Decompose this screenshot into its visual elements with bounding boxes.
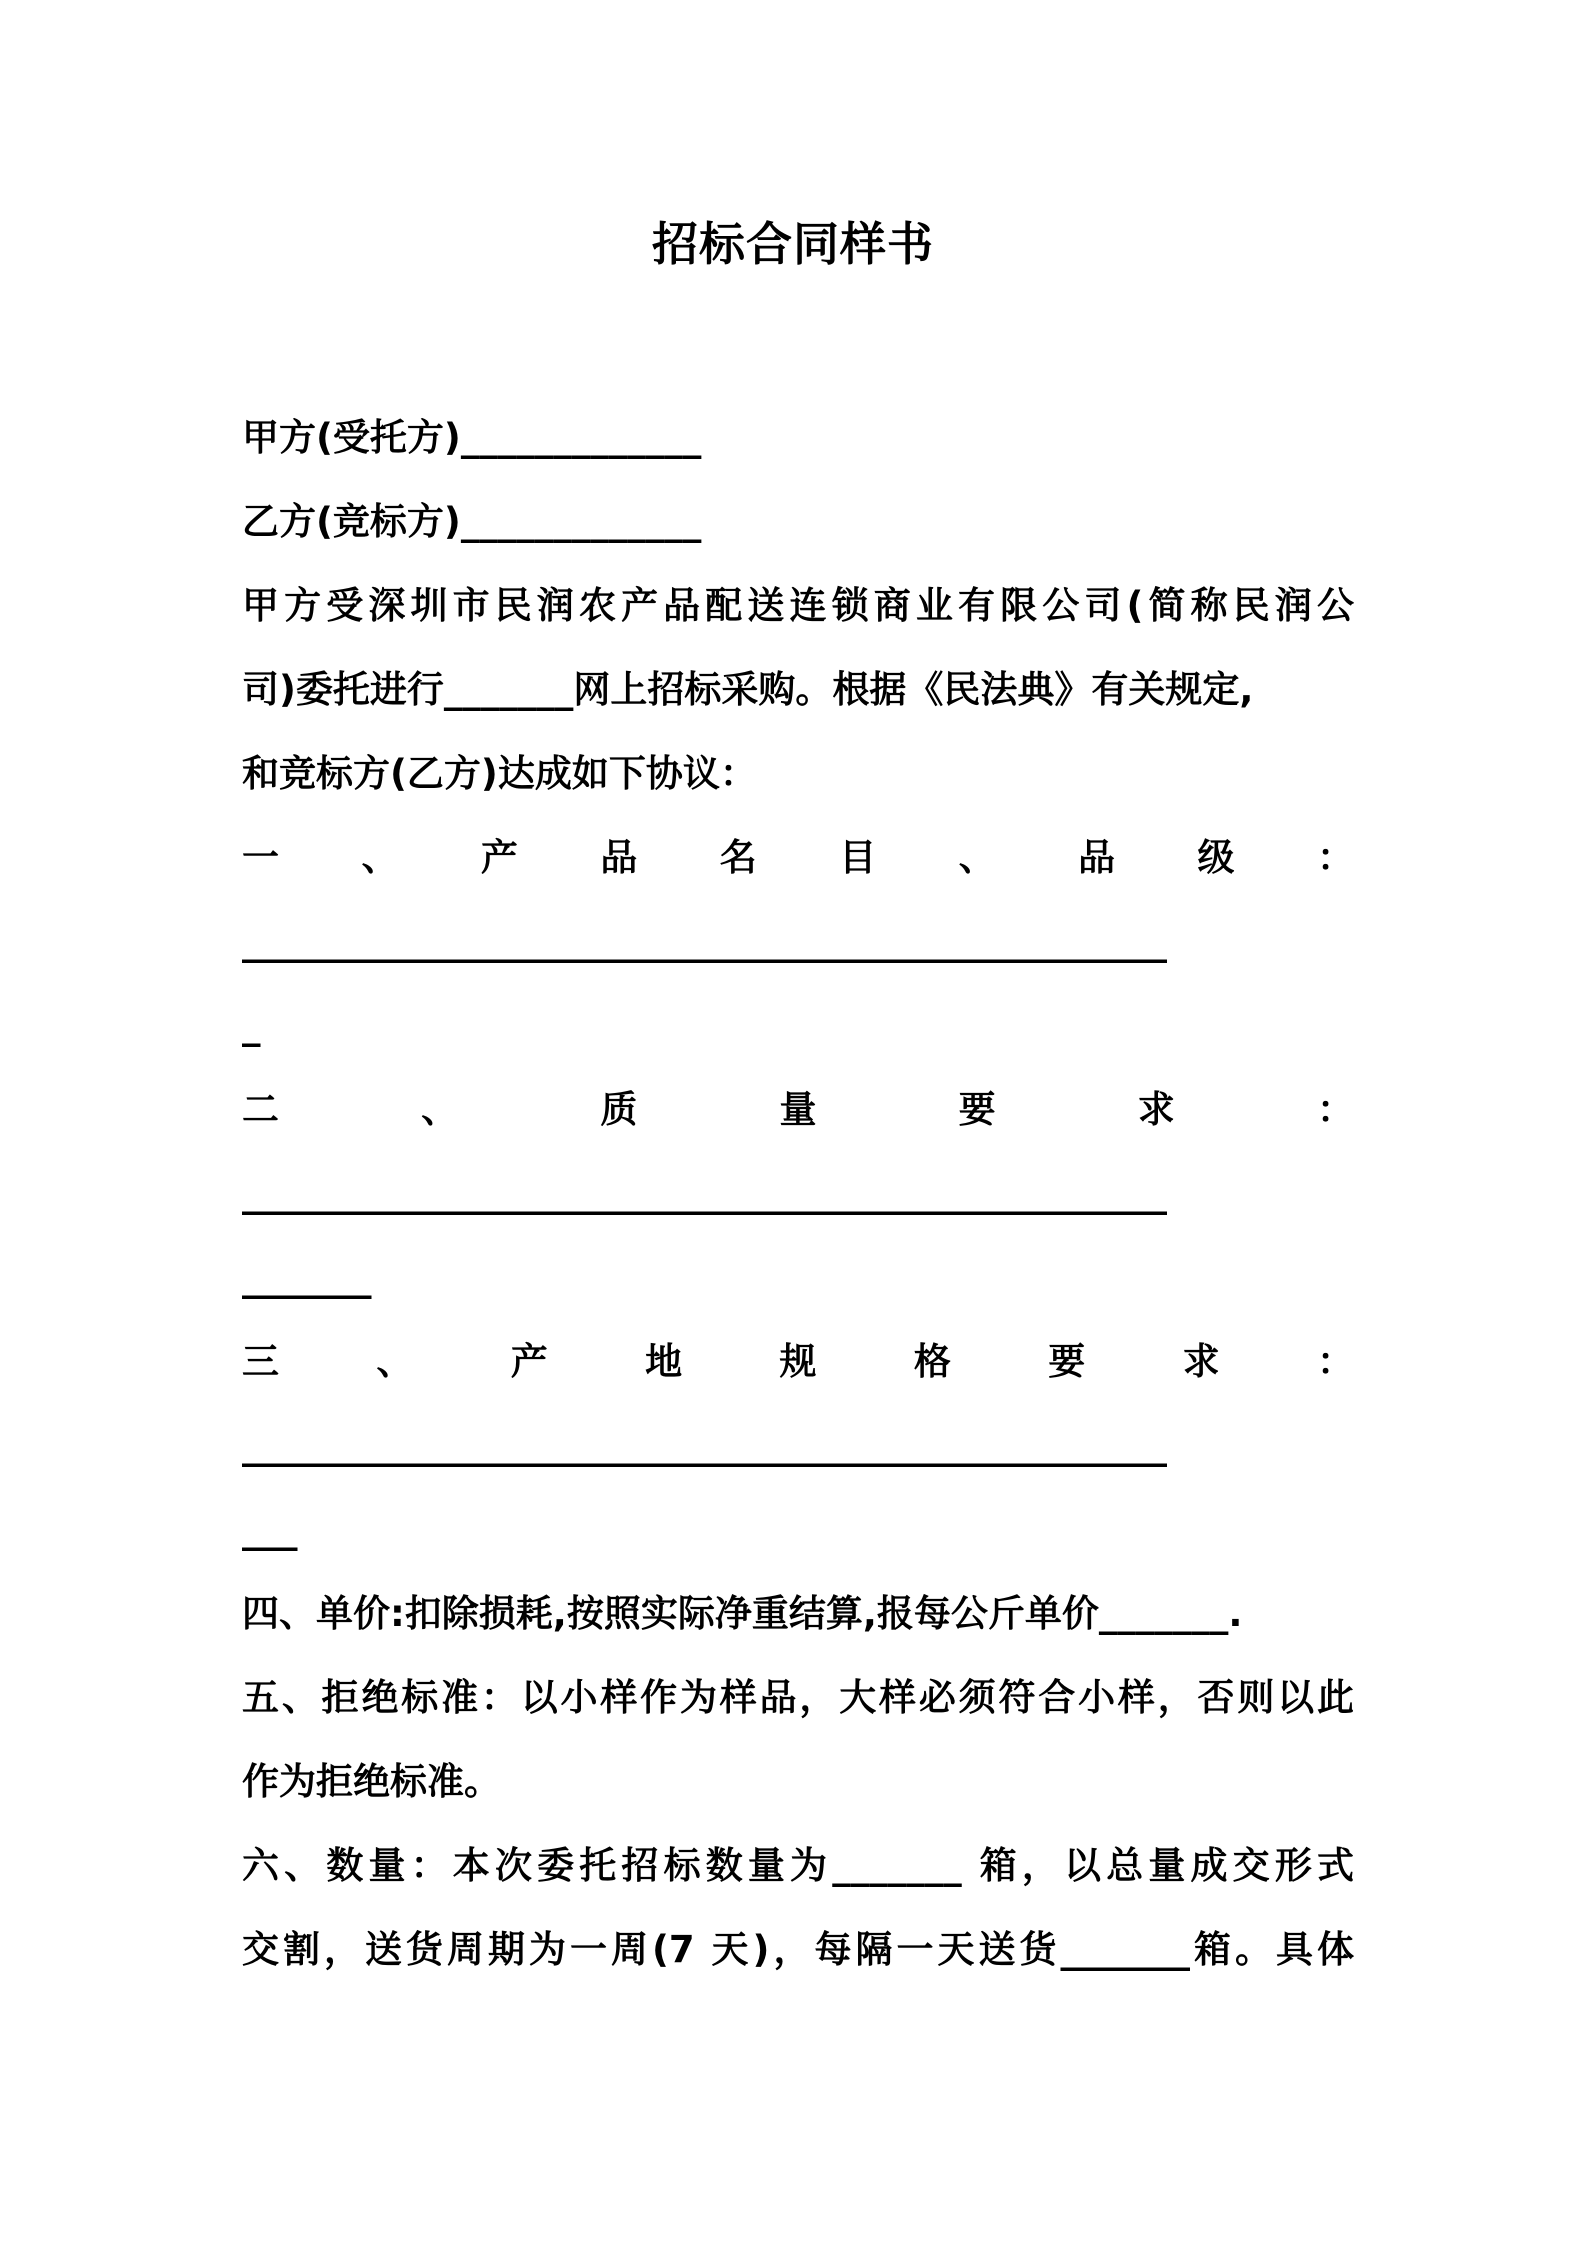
intro-line-2: 司)委托进行_______网上招标采购。根据《民法典》有关规定, bbox=[242, 668, 1254, 711]
section2-heading: 二 、 质 量 要 求 ： bbox=[242, 1088, 1354, 1131]
section6-line-1: 六、数量：本次委托招标数量为_______ 箱，以总量成交形式 bbox=[242, 1844, 1354, 1887]
intro-line-1: 甲方受深圳市民润农产品配送连锁商业有限公司(简称民润公 bbox=[242, 584, 1354, 627]
page-title: 招标合同样书 bbox=[652, 217, 934, 271]
section1-blank-tail: _ bbox=[242, 1004, 261, 1047]
section5-line-2: 作为拒绝标准。 bbox=[242, 1760, 501, 1803]
section3-blank-line: __________________________________________________ bbox=[242, 1424, 1167, 1467]
section5-line-1: 五、拒绝标准：以小样作为样品，大样必须符合小样，否则以此 bbox=[242, 1676, 1354, 1719]
section2-blank-tail: _______ bbox=[242, 1256, 372, 1299]
section1-heading: 一 、 产 品 名 目 、 品 级 ： bbox=[242, 836, 1354, 879]
party-a-line: 甲方(受托方)_____________ bbox=[242, 416, 702, 459]
party-b-line: 乙方(竞标方)_____________ bbox=[242, 500, 702, 543]
section1-blank-line: __________________________________________________ bbox=[242, 920, 1167, 963]
section4-unit-price: 四、单价:扣除损耗,按照实际净重结算,报每公斤单价_______. bbox=[242, 1592, 1243, 1635]
section3-blank-tail: ___ bbox=[242, 1508, 298, 1551]
section3-heading: 三 、 产 地 规 格 要 求 ： bbox=[242, 1340, 1354, 1383]
intro-line-3: 和竞标方(乙方)达成如下协议： bbox=[242, 752, 757, 795]
section2-blank-line: __________________________________________________ bbox=[242, 1172, 1167, 1215]
section6-line-2: 交割，送货周期为一周(7 天)，每隔一天送货_______箱。具体 bbox=[242, 1928, 1354, 1971]
